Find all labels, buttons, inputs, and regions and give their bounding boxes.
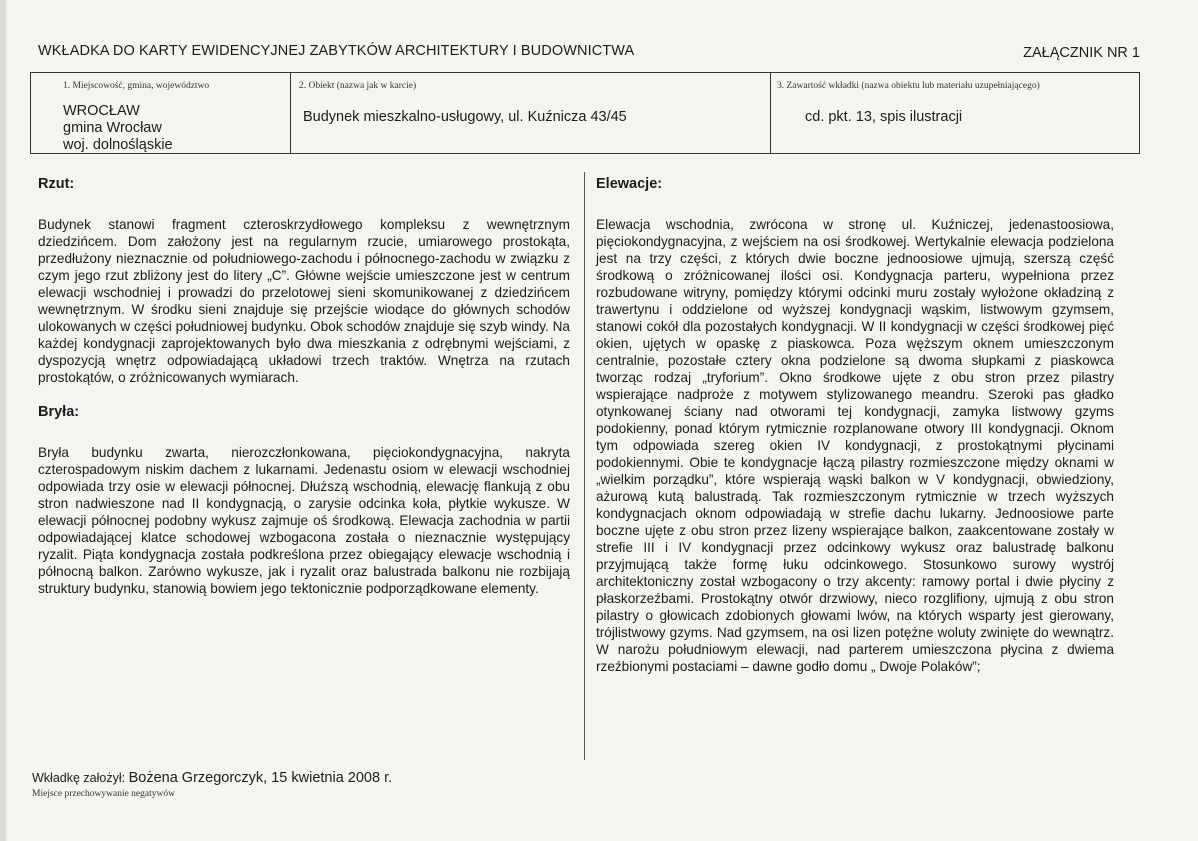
voivodeship: woj. dolnośląskie [63, 137, 173, 153]
elewacje-heading: Elewacje: [596, 176, 663, 192]
right-column [596, 170, 1114, 675]
scan-edge [0, 0, 6, 841]
annex-number: ZAŁĄCZNIK NR 1 [1023, 45, 1140, 61]
object-cell [291, 73, 771, 153]
location-value [63, 103, 173, 154]
content-cell [771, 73, 1139, 153]
founder-line [32, 770, 392, 786]
column-divider [584, 172, 585, 760]
metadata-table [30, 72, 1140, 154]
city: WROCŁAW [63, 103, 140, 119]
elewacje-paragraph: Elewacja wschodnia, zwrócona w stronę ul. Kuźniczej, jedenastoosiowa, pięciokondygnacyjna, z wejściem na osi środkowej. Wertykalnie elewacja podzielona jest na trzy części, z których dwie boczne jednoosiowe ujmują, szerszą część środkową o zróżnicowanej ilości osi. Kondygnacja parteru, wypełniona przez rozbudowane witryny, pomiędzy którymi odcinki muru zostały wyłożone okładziną z trawertynu i oddzielone od wyższej kondygnacji wąskim, listwowym gzymsem, stanowi cokół dla pozostałych kondygnacji. W II kondygnacji w części środkowej pięć okien, ujętych w opaskę z piaskowca. Poza węższym oknem umieszczonym centralnie, pozostałe cztery okna podzielone są dwoma słupkami z piaskowca tworząc rodzaj „tryforium”. Okno środkowe ujęte z obu stron przez pilastry wspierające nadproże z motywem stylizowanego meandru. Szeroki pas gładko otynkowanej ściany nad otworami tej kondygnacji, zamyka listwowy gzyms podokienny, ponad którym rytmicznie rozplanowane otwory III kondygnacji. Oknom tym odpowiada szereg okien IV kondygnacji, z prostokątnymi płycinami podokiennymi. Obie te kondygnacje łączą pilastry rozmieszczone między oknami w „wielkim porządku”, które wspierają wąski balkon w V kondygnacji, obwiedziony, ażurową kutą balustradą. Tak rozmieszczonym rytmicznie w trzech wyższych kondygnacjach oknom odpowiadają w strefie dachu lukarny. Jednoosiowe parte boczne ujęte z obu stron przez lizeny wspierające balkon, zaakcentowane zostały w strefie III i IV kondygnacji przez odcinkowy wykusz oraz balustradę balkonu przyjmującą także formę łuku odcinkowego. Stosunkowo surowy wystrój architektoniczny został wzbogacony o trzy akcenty: ramowy portal i dwie płyciny z płaskorzeźbami. Prostokątny otwór drzwiowy, nieco rozglifiony, ujmują z obu stron pilastry o głowicach zdobionych głowami lwów, na których wsparty jest gierowany, trójlistwowy gzyms. Nad gzymsem, na osi lizen potężne woluty zwinięte do wewnątrz. W narożu południowym elewacji, nad parterem umieszczona płycina z dwiema rzeźbionymi postaciami – dawne godło domu „ Dwoje Polaków”; [596, 217, 1114, 674]
rzut-heading: Rzut: [38, 176, 75, 192]
object-label: 2. Obiekt (nazwa jak w karcie) [299, 81, 417, 91]
location-cell [31, 73, 291, 153]
location-label: 1. Miejscowość, gmina, województwo [63, 81, 210, 91]
negatives-label: Miejsce przechowywanie negatywów [32, 789, 175, 799]
rzut-paragraph: Budynek stanowi fragment czteroskrzydłowego kompleksu z wewnętrznym dziedzińcem. Dom założony jest na regularnym rzucie, umiarowego prostokąta, przedłużony nieznacznie od południowego-zachodu i północnego-zachodu w związku z czym jego rzut zbliżony jest do litery „C”. Główne wejście umieszczone jest w centrum elewacji wschodniej i prowadzi do przelotowej sieni skomunikowanej z dziedzińcem wewnętrznym. W środku sieni znajduje się przejście wiodące do głównych schodów ulokowanych w części południowej budynku. Obok schodów znajduje się szyb windy. Na każdej kondygnacji zaprojektowanych było dwa mieszkania z odrębnymi wejściami, z dyspozycją wnętrz odpowiadającą układowi trzech traktów. Wnętrza na rzutach prostokątów, o zróżnicowanych wymiarach. [38, 217, 570, 385]
document-title: WKŁADKA DO KARTY EWIDENCYJNEJ ZABYTKÓW ARCHITEKTURY I BUDOWNICTWA [38, 43, 635, 59]
left-column [38, 170, 570, 597]
municipality: gmina Wrocław [63, 120, 162, 136]
content-value: cd. pkt. 13, spis ilustracji [805, 109, 963, 125]
content-label: 3. Zawartość wkładki (nazwa obiektu lub materiału uzupełniającego) [777, 81, 1040, 91]
founder-value: Bożena Grzegorczyk, 15 kwietnia 2008 r. [128, 770, 393, 786]
bryla-paragraph: Bryła budynku zwarta, nierozczłonkowana, pięciokondygnacyjna, nakryta czterospadowym niskim dachem z lukarnami. Jedenastu osiom w elewacji wschodniej odpowiada trzy osie w elewacji północnej. Dłuższą wschodnią, elewację flankują z obu stron nadwieszone nad II kondygnacją, o zarysie odcinka koła, płytkie wykusze. W elewacji północnej podobny wykusz zajmuje oś środkową. Elewacja zachodnia w partii odpowiadającej klatce schodowej wzbogacona została o nieznacznie występujący ryzalit. Piąta kondygnacja została podkreślona przez obiegający elewacje wschodnią i północną balkon. Zarówno wykusze, jak i ryzalit oraz balustrada balkonu nie rozbijają struktury budynku, stanowią bowiem jego tektonicznie podporządkowane elementy. [38, 445, 570, 596]
founder-label: Wkładkę założył: [32, 771, 126, 785]
object-value: Budynek mieszkalno-usługowy, ul. Kuźnicza 43/45 [303, 109, 627, 125]
bryla-heading: Bryła: [38, 404, 80, 420]
